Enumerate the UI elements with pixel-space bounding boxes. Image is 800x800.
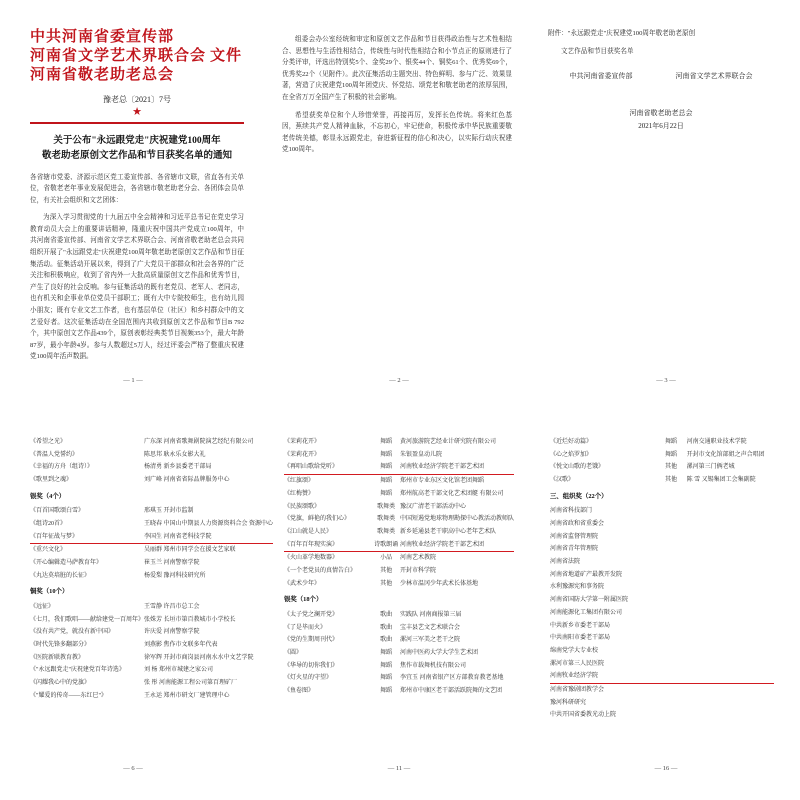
award-work-title: 《党的生期周刊代》 bbox=[284, 637, 339, 644]
award-work-type bbox=[655, 697, 686, 710]
table-row bbox=[30, 690, 273, 703]
award-work-title: 河南能源化工集团有限公司 bbox=[550, 609, 623, 616]
table-row bbox=[550, 569, 774, 582]
award-work-org: 张 彤 河南能源工程公司第百理矿厂 bbox=[144, 680, 238, 687]
table-row bbox=[550, 505, 774, 518]
award-work-type: 歌曲 bbox=[380, 637, 393, 644]
award-work-title: 《圆》 bbox=[284, 649, 303, 656]
award-work-title: 中共新乡市委老干部局 bbox=[550, 622, 611, 629]
award-work-type bbox=[655, 543, 686, 556]
attachment-line2: 文艺作品和节目获奖名单 bbox=[561, 47, 634, 55]
award-work-type: 歌曲 bbox=[380, 624, 393, 631]
table-row bbox=[550, 670, 774, 683]
table-row bbox=[284, 578, 514, 591]
award-section-label: 银奖（18个） bbox=[284, 596, 323, 604]
table-row bbox=[30, 677, 273, 690]
award-section-header bbox=[284, 590, 514, 609]
table-row bbox=[550, 461, 774, 474]
table-row bbox=[284, 672, 514, 685]
table-row bbox=[550, 697, 774, 710]
award-table bbox=[284, 436, 514, 698]
award-list-column-1 bbox=[0, 436, 274, 776]
table-row bbox=[284, 647, 514, 660]
award-work-org bbox=[687, 697, 774, 710]
page-number: — 2 — bbox=[389, 377, 409, 384]
award-work-org: 中国短遏党地球物理勘探中心教活动教师队 bbox=[399, 516, 514, 523]
award-work-org bbox=[687, 645, 774, 658]
award-work-org bbox=[687, 569, 774, 582]
award-work-title: 《远征》 bbox=[30, 603, 55, 610]
masthead-doc-word: 文件 bbox=[210, 48, 243, 64]
award-work-type: 其他 bbox=[664, 464, 677, 471]
award-work-type: 舞蹈 bbox=[380, 478, 393, 485]
award-work-title: 《汉歌》 bbox=[550, 477, 575, 484]
award-work-title: 《近烂好动篇》 bbox=[550, 439, 593, 446]
paragraph: 希望获奖单位和个人珍惜荣誉，再接再厉，发挥长色传统。将来红色基因，蕉续共产党人精神血脉，不忘初心，牢记使命，积极传承中华民族重要敬老传统美德，彰显永远跟党走，奋进新征程的信心和决心，以实际行动庆祝建党100周年。 bbox=[282, 111, 512, 154]
signature-row bbox=[548, 71, 774, 81]
award-work-title: 《党旗，鲜艳的我们心》 bbox=[284, 516, 351, 523]
page-number: — 3 — bbox=[656, 377, 676, 384]
award-work-type: 歌舞类 bbox=[377, 528, 396, 535]
document-column-3 bbox=[532, 28, 800, 388]
award-work-type bbox=[655, 607, 686, 620]
award-work-title: 《开心编辑造马萨教育年》 bbox=[30, 560, 103, 567]
award-work-type: 其他 bbox=[380, 567, 393, 574]
award-work-title: 《时代先锋多翻部分》 bbox=[30, 642, 91, 649]
masthead-line2: 河南省文学艺术界联合会 bbox=[30, 48, 207, 64]
signature-date: 2021年6月22日 bbox=[638, 122, 684, 131]
award-work-org: 漯河第三门俩老城 bbox=[686, 464, 735, 471]
table-row bbox=[30, 474, 273, 487]
award-work-type: 舞蹈 bbox=[380, 649, 393, 656]
award-work-type: 歌曲 bbox=[380, 611, 393, 618]
award-work-org: 实践队 河南商报第三届 bbox=[399, 611, 462, 618]
award-work-title: 《民族颂歌》 bbox=[284, 503, 321, 510]
award-work-org: 李宜玉 河南省银产区方部教育教老基地 bbox=[399, 675, 504, 682]
award-work-org: 杨爱梨 豫河科技研究所 bbox=[144, 572, 206, 579]
page-title-line1: 关于公布"永远跟党走"庆祝建党100周年 bbox=[53, 135, 221, 146]
award-work-type bbox=[655, 505, 686, 518]
award-work-org bbox=[687, 670, 774, 683]
award-work-org: 河南交通职业技术学院 bbox=[686, 439, 747, 446]
award-work-type: 其他 bbox=[664, 477, 677, 484]
top-columns bbox=[0, 28, 800, 388]
award-work-org: 河南牧业经济学院老干部艺术团 bbox=[400, 539, 514, 552]
award-work-org: 少林市温冈少年武术长体基地 bbox=[399, 580, 478, 587]
award-work-title: 《了是毕而火》 bbox=[284, 624, 327, 631]
award-work-title: 《没有共产党，就没有新中国》 bbox=[30, 629, 115, 636]
award-work-org bbox=[687, 683, 774, 696]
award-work-org bbox=[687, 556, 774, 569]
award-work-title: 《希望之光》 bbox=[30, 439, 67, 446]
award-work-type bbox=[655, 569, 686, 582]
award-work-type: 舞蹈 bbox=[664, 439, 677, 446]
award-work-org: 河南牧业经济学院老干部艺术团 bbox=[400, 461, 514, 474]
award-work-title: 河南省青年管理院 bbox=[550, 546, 599, 553]
table-row bbox=[284, 539, 514, 552]
award-work-title: 《歌里到之魂》 bbox=[30, 477, 73, 484]
table-row bbox=[550, 543, 774, 556]
table-row bbox=[284, 513, 514, 526]
award-work-title: 《红旗颂》 bbox=[284, 478, 315, 485]
award-work-title: 《心之焰罗加》 bbox=[550, 451, 593, 458]
award-work-org bbox=[687, 632, 774, 645]
table-row bbox=[550, 436, 774, 449]
attachment-line1: 附件："永远跟党走"庆祝建党100周年敬老助老原创 bbox=[548, 30, 696, 37]
masthead-line1: 中共河南省委宣传部 bbox=[30, 29, 175, 45]
award-work-title: 《火山革学地数器》 bbox=[284, 555, 339, 562]
award-work-org bbox=[687, 543, 774, 556]
table-row bbox=[30, 461, 273, 474]
award-work-title: 河南省地道矿产最教开发院 bbox=[550, 571, 623, 578]
award-section-header bbox=[30, 487, 273, 506]
paragraph: 组委会办公室经统和审定和原创文艺作品和节目获得政治性与艺术性相结合、思想性与生活性相结合，传统性与时代性相结合和小节点正的原则进行了分类评审，评选出特别奖5个、金奖29个、银奖44个、铜奖61个、优秀奖69个，优秀奖22个（见附件）。此次征集活动主题突出、特色鲜明、参与广泛、效果显著，营造了庆祝建党100周年团党庆、怀党结、颂党老和敬老助老的浓厚氛围，在全省万万全国产生了积极的社会影响。 bbox=[282, 36, 512, 101]
page-title bbox=[30, 134, 244, 164]
award-work-org: 河南艺术教院 bbox=[399, 555, 436, 562]
award-work-title: 《悦文山歌的老饿》 bbox=[550, 464, 605, 471]
bottom-columns bbox=[0, 436, 800, 776]
award-work-type: 舞蹈 bbox=[380, 675, 393, 682]
award-work-org: 焦作市载舞机技有限公司 bbox=[399, 662, 466, 669]
award-work-title: 河南省豫剧团教学会 bbox=[550, 686, 605, 693]
award-work-org: 新乡延通县老干职高中心老年艺术队 bbox=[399, 528, 496, 535]
award-work-org bbox=[687, 518, 774, 531]
award-work-title: 《组诗20首》 bbox=[30, 521, 67, 528]
table-row bbox=[550, 531, 774, 544]
award-work-org: 刘广峰 河南省省际品牌服务中心 bbox=[144, 477, 230, 484]
award-work-title: 《重兴文化》 bbox=[30, 547, 67, 554]
award-work-org: 李国生 河南省老科技学院 bbox=[144, 531, 273, 544]
table-row bbox=[30, 664, 273, 677]
table-row bbox=[550, 607, 774, 620]
table-row bbox=[284, 609, 514, 622]
award-work-title: 豫河科研研究 bbox=[550, 699, 587, 706]
award-work-org: 吴丽群 郑州市同学会在援文艺家联 bbox=[144, 547, 236, 554]
award-work-title: 《七月，我们歌唱——献给建党一百周年》 bbox=[30, 616, 145, 623]
award-work-title: 《普温人党誓约》 bbox=[30, 451, 79, 458]
table-row bbox=[550, 658, 774, 671]
page-number: — 1 — bbox=[123, 377, 143, 384]
table-row bbox=[30, 531, 273, 544]
award-work-org bbox=[687, 607, 774, 620]
award-work-org bbox=[687, 658, 774, 671]
award-work-type bbox=[655, 556, 686, 569]
award-work-org: 豫汉广清老干部活动中心 bbox=[399, 503, 466, 510]
table-row bbox=[284, 685, 514, 698]
award-work-org bbox=[687, 505, 774, 518]
award-work-org: 刘燕影 焦作市文联多年代表 bbox=[144, 642, 218, 649]
table-row bbox=[30, 614, 273, 627]
table-row bbox=[284, 552, 514, 565]
table-row bbox=[30, 639, 273, 652]
masthead-line3: 河南省敬老助老总会 bbox=[30, 67, 175, 83]
award-work-title: 《武术少年》 bbox=[284, 580, 321, 587]
award-work-type: 舞蹈 bbox=[380, 687, 393, 694]
award-work-type: 舞蹈 bbox=[380, 490, 393, 497]
table-row bbox=[30, 449, 273, 462]
award-work-org: 郑州航高老干部文化艺术团艇 有限公司 bbox=[399, 490, 504, 497]
award-work-type: 诗歌朗诵 bbox=[372, 539, 400, 552]
award-work-title: 河南牧业经济学院 bbox=[550, 670, 655, 683]
table-row bbox=[550, 709, 774, 722]
table-row bbox=[550, 474, 774, 487]
award-work-type bbox=[655, 658, 686, 671]
award-work-type: 舞蹈 bbox=[380, 451, 393, 458]
award-work-title: 《一个老党员的真情告白》 bbox=[284, 567, 357, 574]
award-work-org: 王永运 郑州市研文厂建管理中心 bbox=[144, 692, 230, 699]
table-row bbox=[284, 621, 514, 634]
award-work-type: 舞蹈 bbox=[372, 461, 400, 474]
table-row bbox=[550, 619, 774, 632]
award-section-label: 三、组织奖（22个） bbox=[550, 492, 608, 500]
award-section-header bbox=[550, 487, 774, 506]
table-row bbox=[30, 518, 273, 531]
page-number: — 6 — bbox=[123, 765, 143, 772]
award-work-type: 歌舞类 bbox=[377, 516, 396, 523]
award-section-header bbox=[30, 582, 273, 601]
document-number: 豫老总〔2021〕7号 bbox=[103, 95, 171, 104]
award-work-org: 开封市文化馆部姐之声合唱团 bbox=[686, 451, 765, 458]
award-work-title: 《华导的切你我们》 bbox=[284, 662, 339, 669]
table-row bbox=[30, 544, 273, 557]
award-work-type bbox=[655, 518, 686, 531]
table-row bbox=[30, 652, 273, 665]
masthead bbox=[30, 28, 244, 85]
award-work-title: 河南省国防大学第一附属医院 bbox=[550, 597, 629, 604]
award-work-title: 《江山就是人民》 bbox=[284, 528, 333, 535]
award-work-title: 绵南党学大专业校 bbox=[550, 647, 599, 654]
signature-org: 河南省敬老助老总会 bbox=[629, 109, 693, 118]
award-work-title: 《医院新联教育教》 bbox=[30, 654, 85, 661]
table-row bbox=[284, 449, 514, 462]
award-work-org bbox=[687, 619, 774, 632]
table-row bbox=[284, 436, 514, 449]
award-work-type: 小品 bbox=[380, 555, 393, 562]
award-work-org: 郑州市专业东区文化馆老团舞蹈 bbox=[399, 478, 484, 485]
award-work-title: 《百年百年现实演》 bbox=[284, 539, 372, 552]
award-work-title: 《百年征战与梦》 bbox=[30, 531, 144, 544]
award-work-org: 徐军辉 开封市商岗县河南水水中文艺学院 bbox=[144, 654, 254, 661]
award-work-org: 黄河旅游院艺经业计研究院有限公司 bbox=[399, 439, 496, 446]
award-work-type bbox=[655, 632, 686, 645]
award-work-title: 《茉莉花开》 bbox=[284, 439, 321, 446]
table-row bbox=[284, 461, 514, 474]
table-row bbox=[284, 475, 514, 488]
award-work-type bbox=[655, 670, 686, 683]
award-work-title: 《"耀爱的传奇——东红巳"》 bbox=[30, 692, 107, 699]
award-work-org: 张姝芳 长垣市第百教城市小学校长 bbox=[144, 616, 236, 623]
award-table bbox=[550, 436, 774, 722]
award-work-title: 水利豫源宪和事务院 bbox=[550, 584, 605, 591]
award-work-title: 中共南阳市委老干部局 bbox=[550, 635, 611, 642]
award-work-title: 《幸福的方舟（组诗）》 bbox=[30, 464, 94, 471]
award-work-org: 许庆爱 河南警察学院 bbox=[144, 629, 200, 636]
award-list-column-2 bbox=[266, 436, 532, 776]
award-table bbox=[30, 436, 273, 702]
award-work-type bbox=[655, 594, 686, 607]
table-row bbox=[550, 632, 774, 645]
award-work-type bbox=[655, 683, 686, 696]
table-row bbox=[550, 581, 774, 594]
award-work-org bbox=[687, 594, 774, 607]
table-row bbox=[30, 626, 273, 639]
award-work-title: 漯河市第三人民医院 bbox=[550, 660, 605, 667]
award-work-org bbox=[687, 531, 774, 544]
table-row bbox=[550, 449, 774, 462]
document-column-2 bbox=[266, 28, 532, 388]
page-number: — 11 — bbox=[387, 765, 411, 772]
table-row bbox=[30, 557, 273, 570]
award-work-org: 陈 雪 又锡集团工会集副院 bbox=[686, 477, 756, 484]
table-row bbox=[284, 526, 514, 539]
award-work-org: 崔玉兰 河南警察学院 bbox=[144, 560, 200, 567]
award-work-title: 《茉莉花开》 bbox=[284, 451, 321, 458]
table-row bbox=[550, 645, 774, 658]
award-section-label: 铜奖（10个） bbox=[30, 588, 69, 596]
table-row bbox=[30, 505, 273, 518]
award-work-org: 杨清勇 新乡县委老干部局 bbox=[144, 464, 212, 471]
award-work-type bbox=[655, 581, 686, 594]
star-icon: ★ bbox=[132, 106, 142, 118]
award-work-title: 《灯火星的守望》 bbox=[284, 675, 333, 682]
award-work-org: 王雪静 许昌市总工会 bbox=[144, 603, 200, 610]
award-work-org: 朱银盈皇动儿院 bbox=[399, 451, 442, 458]
signature-center bbox=[548, 107, 774, 133]
award-work-title: 《"永远跟党走"庆祝建党百年诗选》 bbox=[30, 667, 125, 674]
paragraph: 为深入学习贯彻党的十九届五中全会精神和习近平总书记在党史学习教育动员大会上的重要讲话精神，隆重庆祝中国共产党成立100周年，中共河南省委宣传部、河南省文学艺术界联合会、河南省敬老助老总会共同组织开展了"永远跟党走"庆祝建党100周年敬老助老原创文艺作品和节目征集活动。征集活动开展以来，得到了广大党员干部群众和社会各界的广泛关注和积极响应，收到了省内外一大批高质量原创文艺作品和优秀节目，产生了良好的社会反响。参与征集活动的既有老党员、老军人、老同志，也有机关和企事业单位党员干部职工；既有大中专院校师生，也有幼儿园小朋友；既有专业文艺工作者，也有基层单位（社区）和乡村群众中的文艺爱好者。这次征集活动在全国范围内共收到原创文艺作品和节目B 792个，其中原创文艺作品439个，原创表彰经典类节目视频353个，最大年龄87岁，最小年龄4岁。参与人数超过5万人，经过评委会严格了整重庆祝建党100周年活声数据。 bbox=[30, 214, 244, 361]
award-work-type: 其他 bbox=[380, 580, 393, 587]
award-work-title: 《百首国歌颂白雪》 bbox=[30, 508, 85, 515]
award-work-title: 《鱼卷图》 bbox=[284, 687, 315, 694]
table-row bbox=[30, 436, 273, 449]
table-row bbox=[550, 518, 774, 531]
award-work-org: 邢琪玉 开封市监制 bbox=[144, 508, 194, 515]
award-work-org: 陈思邦 耿永乐女影大礼 bbox=[144, 451, 206, 458]
table-row bbox=[284, 488, 514, 501]
award-work-title: 河南省政和省重委会 bbox=[550, 521, 605, 528]
page-title-line2: 敬老助老原创文艺作品和节目获奖名单的通知 bbox=[41, 150, 232, 161]
paragraph: 各省辖市党委、济源示范区党工委宣传部、各省辖市文联，省直各有关单位，省敬老老年事业发展促进会，各省辖市敬老助老分会、各团体会员单位，有关社会组织和文艺团体： bbox=[30, 173, 244, 204]
award-work-title: 《太子党之澜开党》 bbox=[284, 611, 339, 618]
award-work-org: 郑州市中康区老干部活跃院舞的文艺团 bbox=[399, 687, 502, 694]
award-work-type bbox=[655, 531, 686, 544]
award-work-type: 舞蹈 bbox=[664, 451, 677, 458]
award-list-column-3 bbox=[532, 436, 800, 776]
award-work-org: 王晓春 中国山中期县人力资源资料合会 资源中心 bbox=[144, 521, 274, 528]
award-work-org: 河南中医药大学大学生艺术团 bbox=[399, 649, 478, 656]
award-work-org: 刘 杨 郑州市城建之家公司 bbox=[144, 667, 214, 674]
award-work-title: 中共开国省委教光动上院 bbox=[550, 712, 617, 719]
table-row bbox=[284, 565, 514, 578]
award-work-type bbox=[655, 645, 686, 658]
table-row bbox=[284, 634, 514, 647]
document-column-1 bbox=[0, 28, 266, 388]
table-row bbox=[284, 660, 514, 673]
award-work-title: 《红梅赞》 bbox=[284, 490, 315, 497]
award-work-org: 开封市科学院 bbox=[399, 567, 436, 574]
table-row bbox=[550, 594, 774, 607]
award-work-type: 舞蹈 bbox=[380, 662, 393, 669]
table-row bbox=[30, 601, 273, 614]
page-number: — 16 — bbox=[654, 765, 678, 772]
award-work-title: 河南省监督管理院 bbox=[550, 533, 599, 540]
award-work-title: 《再唱山歌给党听》 bbox=[284, 461, 372, 474]
table-row bbox=[284, 500, 514, 513]
signature-right: 河南省文学艺术界联合会 bbox=[675, 72, 753, 81]
table-row bbox=[550, 683, 774, 696]
award-work-type bbox=[655, 619, 686, 632]
award-section-label: 银奖（4个） bbox=[30, 492, 66, 500]
award-work-title: 河南省科技部门 bbox=[550, 508, 593, 515]
award-work-org: 广东深 河南省歌舞剧院演艺经纪有限公司 bbox=[144, 439, 254, 446]
award-work-type: 舞蹈 bbox=[380, 439, 393, 446]
award-work-org: 宝丰县艺文艺术联合会 bbox=[399, 624, 460, 631]
signature-left: 中共河南省委宣传部 bbox=[569, 72, 633, 81]
award-work-type: 歌舞类 bbox=[377, 503, 396, 510]
red-divider bbox=[30, 122, 244, 124]
table-row bbox=[30, 570, 273, 583]
award-work-org bbox=[687, 581, 774, 594]
award-work-title: 《丸达莫培脏的长征》 bbox=[30, 572, 91, 579]
award-work-type bbox=[655, 709, 686, 722]
table-row bbox=[550, 556, 774, 569]
award-work-org bbox=[687, 709, 774, 722]
award-work-title: 河南省法院 bbox=[550, 559, 581, 566]
award-work-org: 漯河三军美之老干之院 bbox=[399, 637, 460, 644]
award-work-title: 《闪耀我心中的党旗》 bbox=[30, 680, 91, 687]
